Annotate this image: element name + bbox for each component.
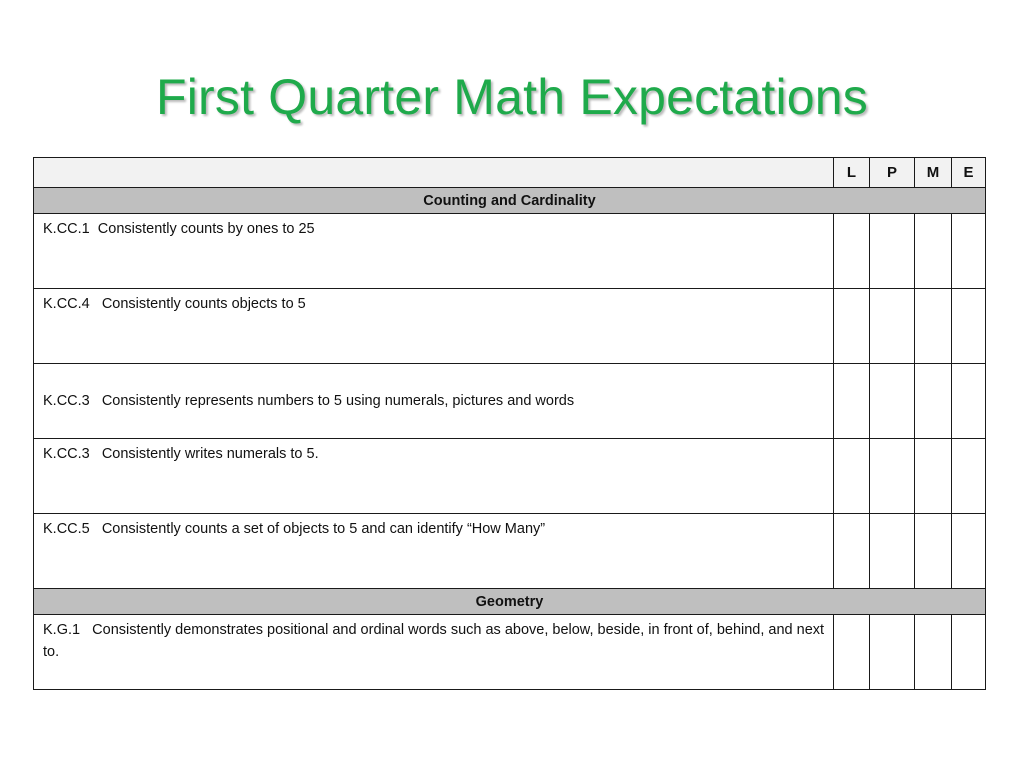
expectations-table — [33, 157, 986, 690]
header-level-e: E — [952, 158, 986, 188]
check-cell-l[interactable] — [834, 364, 870, 439]
section-title: Geometry — [34, 589, 986, 615]
check-cell-m[interactable] — [915, 439, 952, 514]
check-cell-p[interactable] — [870, 439, 915, 514]
check-cell-e[interactable] — [952, 439, 986, 514]
section-title: Counting and Cardinality — [34, 188, 986, 214]
expectation-text: K.CC.3 Consistently writes numerals to 5. — [34, 439, 834, 514]
check-cell-m[interactable] — [915, 214, 952, 289]
table-row — [34, 615, 986, 690]
expectation-text: K.CC.4 Consistently counts objects to 5 — [34, 289, 834, 364]
table-header-row — [34, 158, 986, 188]
check-cell-p[interactable] — [870, 364, 915, 439]
check-cell-m[interactable] — [915, 514, 952, 589]
table-row — [34, 364, 986, 439]
table-row — [34, 514, 986, 589]
section-header-geometry — [34, 589, 986, 615]
check-cell-m[interactable] — [915, 615, 952, 690]
check-cell-m[interactable] — [915, 289, 952, 364]
check-cell-l[interactable] — [834, 289, 870, 364]
check-cell-p[interactable] — [870, 289, 915, 364]
expectation-text: K.G.1 Consistently demonstrates positional and ordinal words such as above, below, beside, in front of, behind, and next to. — [34, 615, 834, 690]
table-row — [34, 289, 986, 364]
expectation-text: K.CC.5 Consistently counts a set of objects to 5 and can identify “How Many” — [34, 514, 834, 589]
check-cell-e[interactable] — [952, 615, 986, 690]
check-cell-e[interactable] — [952, 214, 986, 289]
header-level-l: L — [834, 158, 870, 188]
header-level-p: P — [870, 158, 915, 188]
section-header-counting — [34, 188, 986, 214]
expectation-text: K.CC.3 Consistently represents numbers to 5 using numerals, pictures and words — [34, 364, 834, 439]
header-description-cell — [34, 158, 834, 188]
check-cell-e[interactable] — [952, 289, 986, 364]
check-cell-m[interactable] — [915, 364, 952, 439]
check-cell-l[interactable] — [834, 514, 870, 589]
check-cell-e[interactable] — [952, 364, 986, 439]
slide-title: First Quarter Math Expectations — [155, 69, 868, 125]
check-cell-p[interactable] — [870, 214, 915, 289]
header-level-m: M — [915, 158, 952, 188]
check-cell-l[interactable] — [834, 615, 870, 690]
expectation-text: K.CC.1 Consistently counts by ones to 25 — [34, 214, 834, 289]
check-cell-l[interactable] — [834, 214, 870, 289]
table-row — [34, 214, 986, 289]
check-cell-p[interactable] — [870, 514, 915, 589]
check-cell-p[interactable] — [870, 615, 915, 690]
check-cell-l[interactable] — [834, 439, 870, 514]
check-cell-e[interactable] — [952, 514, 986, 589]
table-row — [34, 439, 986, 514]
